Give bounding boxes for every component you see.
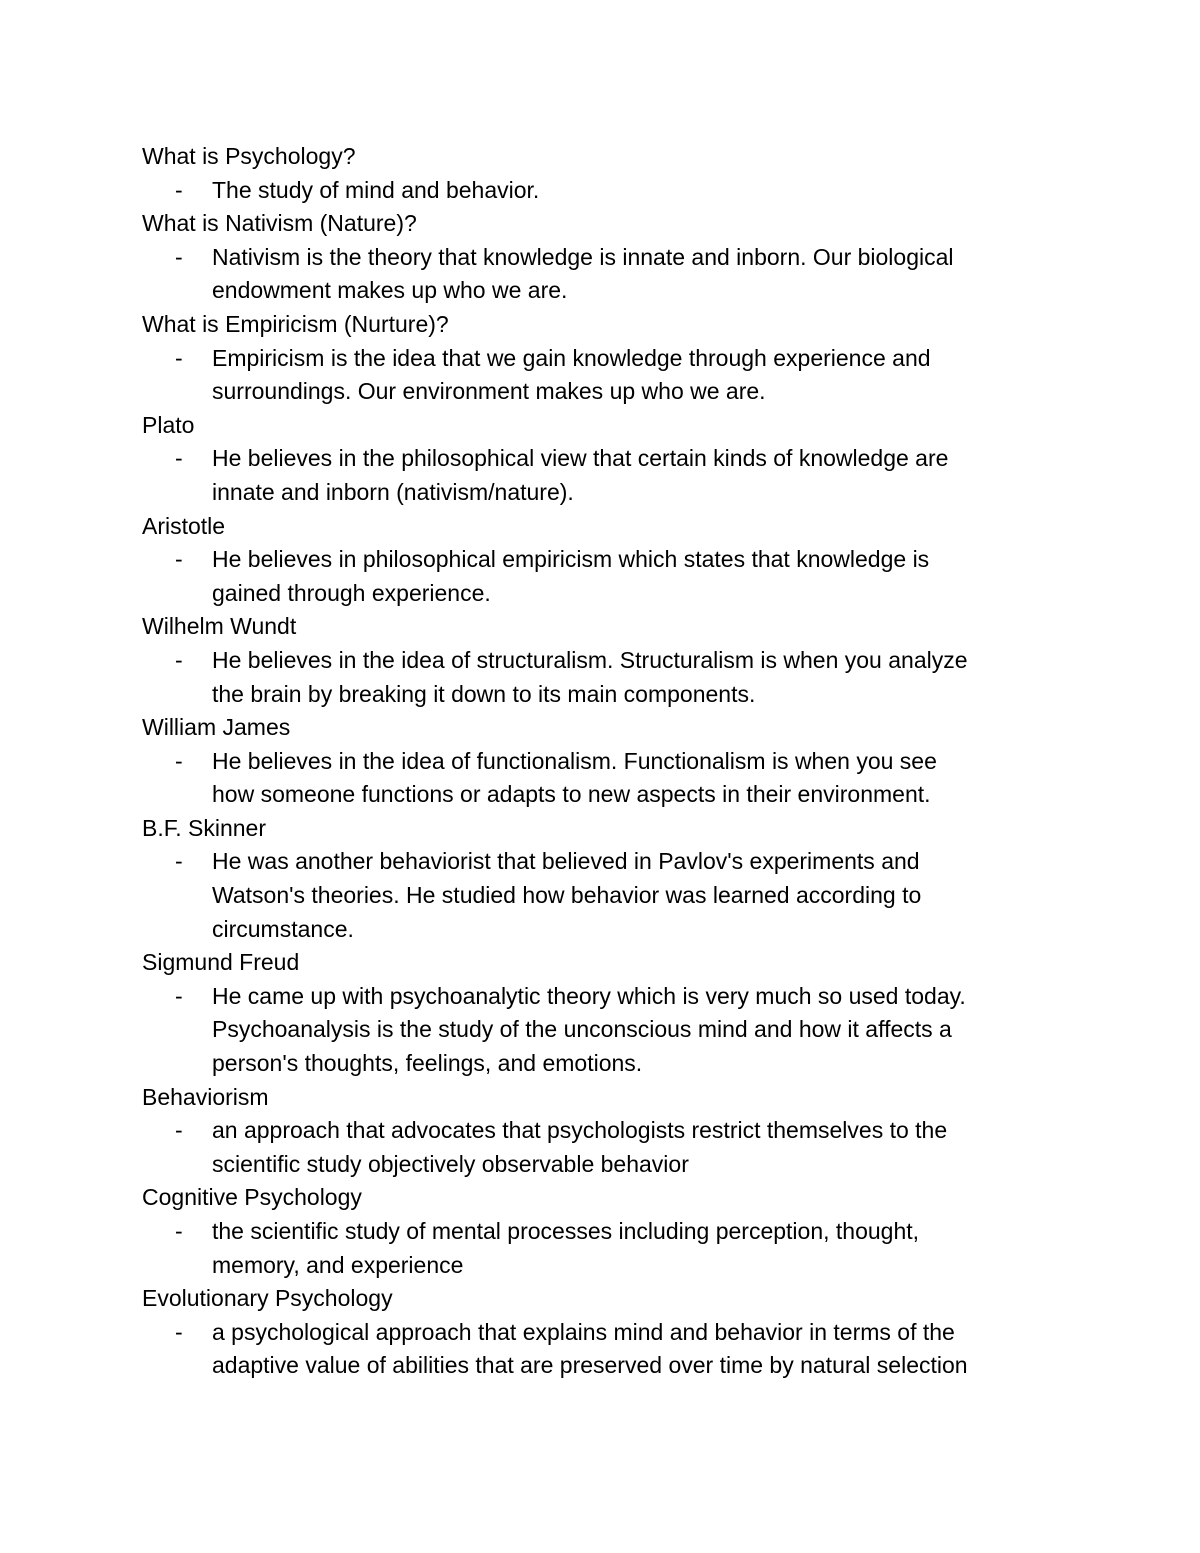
bullet-dash: - (175, 344, 183, 371)
term-heading: Sigmund Freud (142, 949, 300, 976)
definition-item (142, 745, 1062, 812)
term-heading: What is Nativism (Nature)? (142, 210, 417, 237)
definition-item (142, 845, 1062, 946)
definition-line: He came up with psychoanalytic theory which is very much so used today. (212, 982, 966, 1009)
bullet-dash: - (175, 1318, 183, 1345)
definition-item (142, 543, 1062, 610)
definition-item (142, 241, 1062, 308)
definition-item (142, 644, 1062, 711)
note-entry (142, 1181, 1062, 1282)
term-heading: B.F. Skinner (142, 814, 266, 841)
term-heading: Cognitive Psychology (142, 1184, 362, 1211)
term-heading: Wilhelm Wundt (142, 613, 297, 640)
definition-line: He believes in the idea of structuralism. Structuralism is when you analyze (212, 646, 968, 673)
definition-item (142, 1316, 1062, 1383)
definition-line: person's thoughts, feelings, and emotions. (212, 1050, 643, 1077)
definition-item (142, 342, 1062, 409)
definition-line: Watson's theories. He studied how behavior was learned according to (212, 882, 922, 909)
term-heading: Aristotle (142, 512, 226, 539)
definition-line: He was another behaviorist that believed in Pavlov's experiments and (212, 848, 920, 875)
definition-line: Psychoanalysis is the study of the unconscious mind and how it affects a (212, 1016, 952, 1043)
definition-line: a psychological approach that explains mind and behavior in terms of the (212, 1318, 955, 1345)
note-entry (142, 711, 1062, 812)
definition-line: innate and inborn (nativism/nature). (212, 478, 574, 505)
term-heading: What is Empiricism (Nurture)? (142, 310, 449, 337)
notes-body (142, 140, 1062, 1383)
definition-line: the brain by breaking it down to its main components. (212, 680, 756, 707)
definition-line: the scientific study of mental processes including perception, thought, (212, 1218, 920, 1244)
bullet-dash: - (175, 243, 183, 270)
definition-line: Empiricism is the idea that we gain knowledge through experience and (212, 344, 931, 371)
bullet-dash: - (175, 646, 183, 673)
definition-line: He believes in philosophical empiricism which states that knowledge is (212, 546, 930, 573)
term-heading: Evolutionary Psychology (142, 1285, 393, 1312)
definition-line: He believes in the philosophical view that certain kinds of knowledge are (212, 445, 949, 472)
definition-line: an approach that advocates that psychologists restrict themselves to the (212, 1117, 948, 1144)
definition-item (142, 1215, 1062, 1282)
definition-item (142, 980, 1062, 1081)
bullet-dash: - (175, 848, 183, 875)
note-entry (142, 610, 1062, 711)
definition-line: scientific study objectively observable behavior (212, 1150, 689, 1177)
bullet-dash: - (175, 1218, 183, 1244)
term-heading: Behaviorism (142, 1083, 269, 1110)
definition-line: how someone functions or adapts to new aspects in their environment. (212, 781, 931, 808)
bullet-dash: - (175, 176, 183, 203)
bullet-dash: - (175, 1117, 183, 1144)
bullet-dash: - (175, 747, 183, 774)
note-entry (142, 1081, 1062, 1182)
definition-item (142, 174, 1062, 208)
definition-line: Nativism is the theory that knowledge is innate and inborn. Our biological (212, 243, 954, 270)
definition-line: He believes in the idea of functionalism. Functionalism is when you see (212, 747, 937, 774)
definition-line: circumstance. (212, 915, 354, 942)
note-entry (142, 207, 1062, 308)
note-entry (142, 1282, 1062, 1383)
definition-line: gained through experience. (212, 579, 491, 606)
definition-line: The study of mind and behavior. (212, 176, 540, 203)
definition-line: memory, and experience (212, 1251, 464, 1278)
bullet-dash: - (175, 982, 183, 1009)
definition-item (142, 1114, 1062, 1181)
note-entry (142, 308, 1062, 409)
definition-line: surroundings. Our environment makes up who we are. (212, 378, 766, 405)
note-entry (142, 812, 1062, 946)
definition-line: endowment makes up who we are. (212, 277, 568, 304)
definition-line: adaptive value of abilities that are preserved over time by natural selection (212, 1352, 968, 1379)
note-entry (142, 140, 1062, 207)
term-heading: Plato (142, 411, 195, 438)
term-heading: What is Psychology? (142, 143, 356, 169)
definition-item (142, 442, 1062, 509)
bullet-dash: - (175, 445, 183, 472)
bullet-dash: - (175, 546, 183, 573)
note-entry (142, 510, 1062, 611)
note-entry (142, 409, 1062, 510)
note-entry (142, 946, 1062, 1080)
term-heading: William James (142, 714, 291, 741)
